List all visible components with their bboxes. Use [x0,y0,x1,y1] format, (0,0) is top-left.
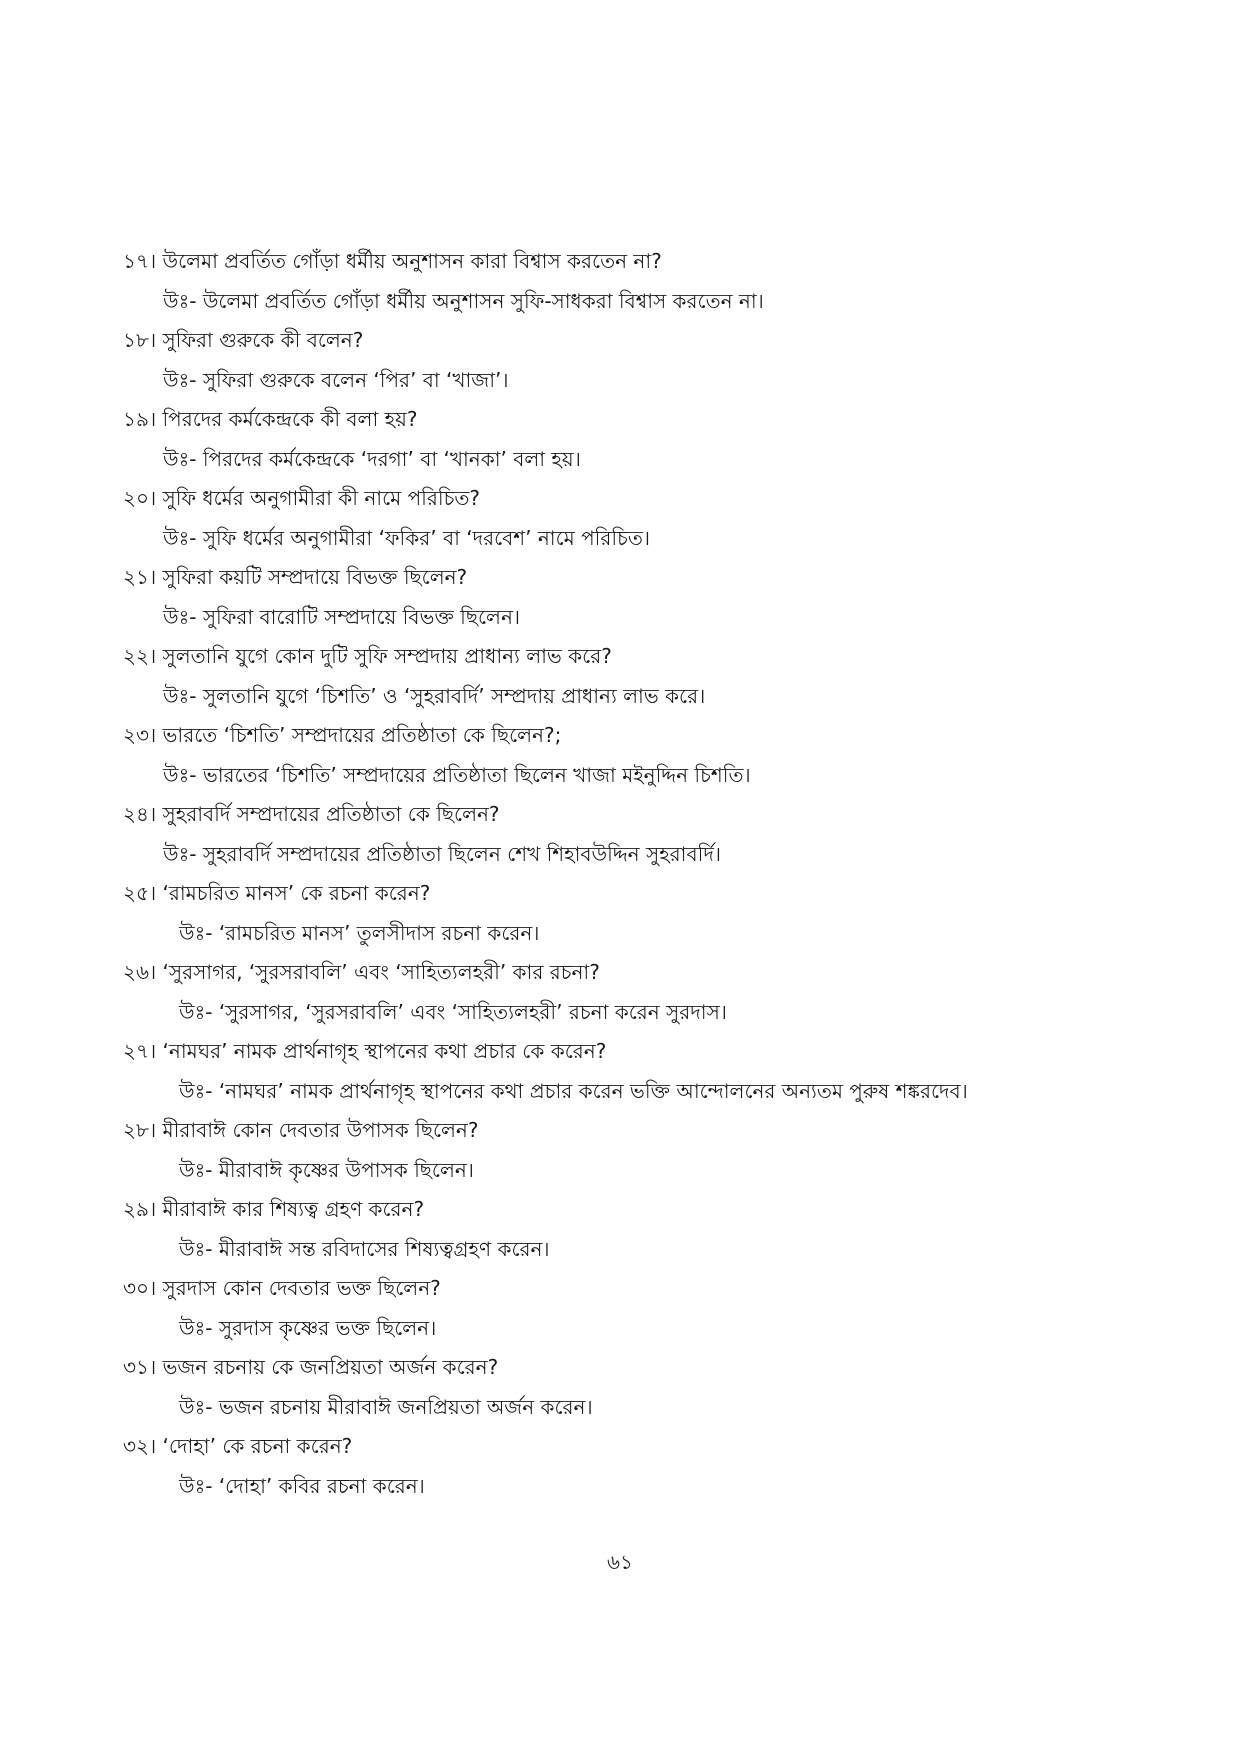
page-number: ৬১ [607,1550,633,1574]
answer-17: উঃ- উলেমা প্রবর্তিত গোঁড়া ধর্মীয় অনুশাসন সুফি-সাধকরা বিশ্বাস করতেন না। [163,288,764,313]
question-28: ২৮। মীরাবাঈ কোন দেবতার উপাসক ছিলেন? [123,1118,479,1142]
question-18: ১৮। সুফিরা গুরুকে কী বলেন? [123,328,364,352]
question-30: ৩০। সুরদাস কোন দেবতার ভক্ত ছিলেন? [123,1276,441,1300]
answer-31: উঃ- ভজন রচনায় মীরাবাঈ জনপ্রিয়তা অর্জন করেন। [179,1394,593,1419]
question-21: ২১। সুফিরা কয়টি সম্প্রদায়ে বিভক্ত ছিলেন? [123,565,468,589]
question-17: ১৭। উলেমা প্রবর্তিত গোঁড়া ধর্মীয় অনুশাসন কারা বিশ্বাস করতেন না? [123,249,662,273]
answer-19: উঃ- পিরদের কর্মকেন্দ্রকে ‘দরগা’ বা ‘খানকা’ বলা হয়। [163,446,581,471]
answer-24: উঃ- সুহরাবর্দি সম্প্রদায়ের প্রতিষ্ঠাতা ছিলেন শেখ শিহাবউদ্দিন সুহরাবর্দি। [163,841,721,866]
answer-26: উঃ- ‘সুরসাগর, ‘সুরসরাবলি’ এবং ‘সাহিত্যলহরী’ রচনা করেন সুরদাস। [179,999,727,1024]
question-25: ২৫। ‘রামচরিত মানস’ কে রচনা করেন? [123,881,431,905]
answer-20: উঃ- সুফি ধর্মের অনুগামীরা ‘ফকির’ বা ‘দরবেশ’ নামে পরিচিত। [163,525,651,550]
answer-25: উঃ- ‘রামচরিত মানস’ তুলসীদাস রচনা করেন। [179,920,540,945]
question-23: ২৩। ভারতে ‘চিশতি’ সম্প্রদায়ের প্রতিষ্ঠাতা কে ছিলেন?; [123,723,562,747]
answer-28: উঃ- মীরাবাঈ কৃষ্ণের উপাসক ছিলেন। [179,1157,474,1182]
question-29: ২৯। মীরাবাঈ কার শিষ্যত্ব গ্রহণ করেন? [123,1197,425,1221]
answer-32: উঃ- ‘দোহা’ কবির রচনা করেন। [179,1473,425,1498]
question-26: ২৬। ‘সুরসাগর, ‘সুরসরাবলি’ এবং ‘সাহিত্যলহরী’ কার রচনা? [123,960,600,984]
question-27: ২৭। ‘নামঘর’ নামক প্রার্থনাগৃহ স্থাপনের কথা প্রচার কে করেন? [123,1039,607,1063]
question-20: ২০। সুফি ধর্মের অনুগামীরা কী নামে পরিচিত? [123,486,481,510]
question-24: ২৪। সুহরাবর্দি সম্প্রদায়ের প্রতিষ্ঠাতা কে ছিলেন? [123,802,500,826]
answer-23: উঃ- ভারতের ‘চিশতি’ সম্প্রদায়ের প্রতিষ্ঠাতা ছিলেন খাজা মইনুদ্দিন চিশতি। [163,762,751,787]
question-31: ৩১। ভজন রচনায় কে জনপ্রিয়তা অর্জন করেন? [123,1355,499,1379]
answer-22: উঃ- সুলতানি যুগে ‘চিশতি’ ও ‘সুহরাবর্দি’ সম্প্রদায় প্রাধান্য লাভ করে। [163,683,706,708]
question-32: ৩২। ‘দোহা’ কে রচনা করেন? [123,1434,353,1458]
answer-21: উঃ- সুফিরা বারোটি সম্প্রদায়ে বিভক্ত ছিলেন। [163,604,521,629]
answer-30: উঃ- সুরদাস কৃষ্ণের ভক্ত ছিলেন। [179,1315,437,1340]
answer-29: উঃ- মীরাবাঈ সন্ত রবিদাসের শিষ্যত্বগ্রহণ করেন। [179,1236,550,1261]
answer-18: উঃ- সুফিরা গুরুকে বলেন ‘পির’ বা ‘খাজা’। [163,367,509,392]
answer-27: উঃ- ‘নামঘর’ নামক প্রার্থনাগৃহ স্থাপনের কথা প্রচার করেন ভক্তি আন্দোলনের অন্যতম পুরুষ শঙ্করদেব। [179,1078,968,1103]
question-19: ১৯। পিরদের কর্মকেন্দ্রকে কী বলা হয়? [123,407,418,431]
qa-list [123,242,1123,1506]
question-22: ২২। সুলতানি যুগে কোন দুটি সুফি সম্প্রদায় প্রাধান্য লাভ করে? [123,644,612,668]
